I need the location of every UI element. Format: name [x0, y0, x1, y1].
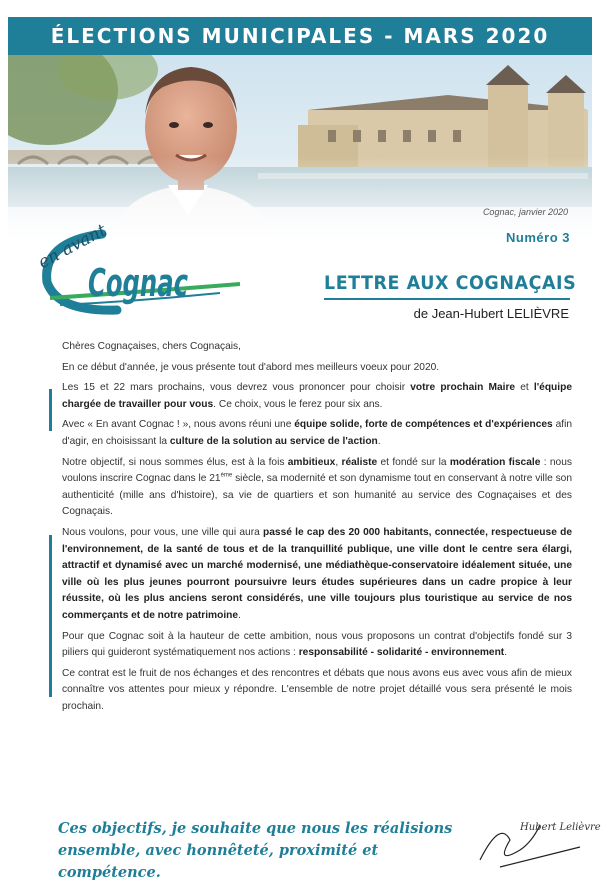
signature-text: Hubert Lelièvre: [520, 822, 601, 833]
closing-statement: [58, 818, 478, 884]
paragraph-wishes: En ce début d'année, je vous présente tout d'abord mes meilleurs voeux pour 2020.: [62, 361, 440, 373]
letter-title: LETTRE AUX COGNAÇAIS: [324, 272, 577, 294]
paragraph-vision: Nous voulons, pour vous, une ville qui aura passé le cap des 20 000 habitants, connectée, respectueuse de l'environnement, de la santé de tous et de la tranquillité publique, une ville dont le centre sera élargi, attractif et dynamisé avec un marché modernisé, une médiathèque-conservatoire idéalement située, une ville où les plus jeunes pourront poursuivre leurs études supérieures dans un cadre propice à leur réussite, où les plus anciens seront considérés, une ville toujours plus touristique au service de nos commerçants et de notre patrimoine.: [62, 526, 572, 621]
paragraph-objective: Notre objectif, si nous sommes élus, est à la fois ambitieux, réaliste et fondé sur la modération fiscale : nous voulons inscrire Cognac dans le 21ème siècle, sa modernité et son dynamisme tout en conservant à notre ville son authenticité (mille ans d'histoire), sa vie de quartiers et son humanité au service des Cognaçaises et des Cognaçais.: [62, 456, 573, 518]
accent-bar: [49, 389, 52, 431]
paragraph-contract: Pour que Cognac soit à la hauteur de cette ambition, nous vous proposons un contrat d'objectifs fondé sur 3 piliers qui guideront systématiquement nos actions : responsabilité - solidarité - environnement.: [62, 630, 572, 659]
paragraph-conclusion: Ce contrat est le fruit de nos échanges et des rencontres et débats que nous avons eus avec vous afin de mieux connaître vos attentes pour mieux y répondre. L'ensemble de notre projet détaillé vous sera présenté le mois prochain.: [62, 667, 572, 712]
logo-top-text: en avant: [35, 220, 110, 273]
letter-body: [62, 339, 572, 719]
banner-title: ÉLECTIONS MUNICIPALES - MARS 2020: [50, 24, 550, 48]
letter-date: Cognac, janvier 2020: [482, 207, 568, 217]
accent-bar: [49, 535, 52, 697]
paragraph-team: Avec « En avant Cognac ! », nous avons réuni une équipe solide, forte de compétences et d'expériences afin d'agir, en choisissant la culture de la solution au service de l'action.: [62, 419, 572, 447]
header-banner: [8, 17, 592, 55]
closing-line-1: Ces objectifs, je souhaite que nous les réalisions: [58, 820, 453, 837]
greeting: Chères Cognaçaises, chers Cognaçais,: [62, 341, 241, 352]
paragraph-elections: Les 15 et 22 mars prochains, vous devrez vous prononcer pour choisir votre prochain Maire et l'équipe chargée de travailler pour vous. Ce choix, vous le ferez pour six ans.: [62, 382, 572, 410]
title-underline: [324, 298, 570, 300]
issue-number: Numéro 3: [506, 230, 570, 245]
logo-brand-text: Cognac: [88, 261, 189, 305]
en-avant-cognac-logo: [30, 206, 250, 316]
letter-author: de Jean-Hubert LELIÈVRE: [413, 306, 569, 321]
closing-line-2: ensemble, avec honnêteté, proximité et compétence.: [58, 842, 379, 881]
